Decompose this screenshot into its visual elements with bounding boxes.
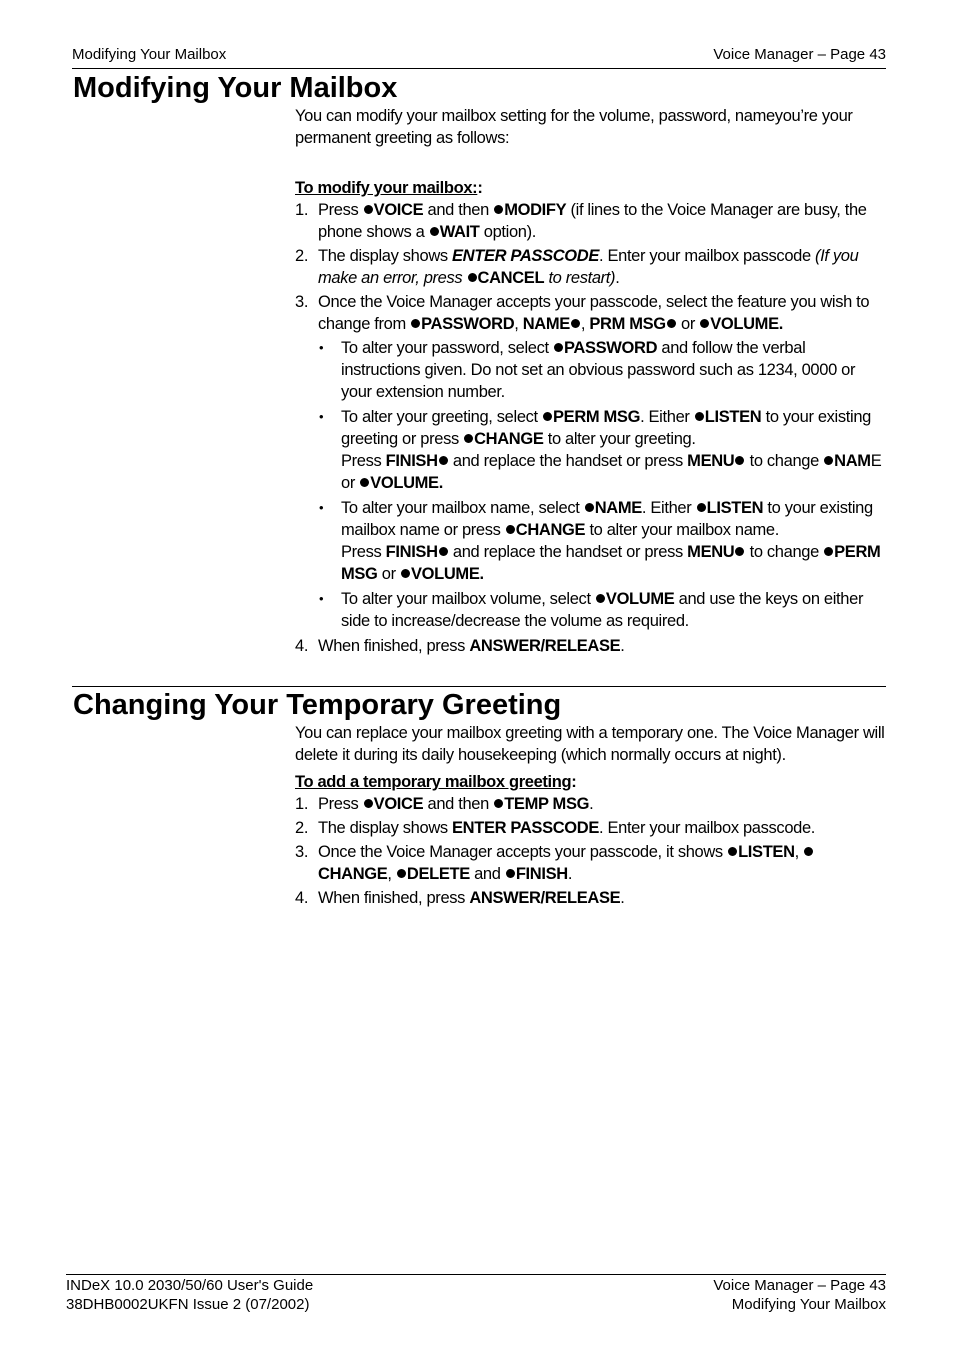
button-dot-icon <box>728 847 737 856</box>
list-item: 2. The display shows ENTER PASSCODE. Enter your mailbox passcode. <box>295 819 816 837</box>
list-item: 4. When finished, press ANSWER/RELEASE. <box>295 889 625 907</box>
button-dot-icon <box>824 547 833 556</box>
list-item: 3. Once the Voice Manager accepts your passcode, select the feature you wish to change from PASSWORD, NAME , PRM MSG or VOLUME. • To alter your password, select PASSWORD and follow the verbal instructions given. Do not set an obvious password such as 1234, 0000 or your extension number. • To alter your greeting, select PERM MSG. Either LISTEN to your existing greeting or press CHANGE to alter your greeting. Press FINISH and replace the handset or press MENU to change NAME or VOLUME. • To alter your mailbox name, select NAME. Either LISTEN to your existing mailbox name or press CHANGE to alter your mailbox name. Press FINISH and replace the handset or press MENU to change PERM MSG or VOLUME. • To alter your mailbox volume, select VOLUME and use the keys on either side to increase/decrease the volume as required. <box>295 291 887 632</box>
button-dot-icon <box>571 319 580 328</box>
footer-left: INDeX 10.0 2030/50/60 User's Guide 38DHB0002UKFN Issue 2 (07/2002) <box>66 1277 314 1313</box>
button-dot-icon <box>397 869 406 878</box>
footer-right: Voice Manager – Page 43 Modifying Your Mailbox <box>713 1277 886 1313</box>
button-dot-icon <box>804 847 813 856</box>
button-dot-icon <box>468 273 477 282</box>
button-dot-icon <box>824 456 833 465</box>
section1-subheading: To modify your mailbox:: <box>295 179 483 197</box>
button-dot-icon <box>439 456 448 465</box>
button-dot-icon <box>667 319 676 328</box>
button-dot-icon <box>585 503 594 512</box>
button-dot-icon <box>364 799 373 808</box>
modify-steps-list <box>295 199 887 657</box>
feature-bullets <box>318 337 887 632</box>
button-dot-icon <box>401 569 410 578</box>
button-dot-icon <box>697 503 706 512</box>
list-item: 3. Once the Voice Manager accepts your passcode, it shows LISTEN, CHANGE, DELETE and FINISH. <box>295 841 887 885</box>
temp-greeting-steps-list <box>295 793 887 909</box>
button-dot-icon <box>430 227 439 236</box>
button-dot-icon <box>700 319 709 328</box>
button-dot-icon <box>506 869 515 878</box>
list-item: • To alter your password, select PASSWORD and follow the verbal instructions given. Do not set an obvious password such as 1234, 0000 or your extension number. <box>319 339 856 401</box>
page-footer <box>66 1274 886 1313</box>
button-dot-icon <box>464 434 473 443</box>
button-dot-icon <box>360 478 369 487</box>
button-dot-icon <box>506 525 515 534</box>
section2-subheading: To add a temporary mailbox greeting: <box>295 773 577 791</box>
section-title-modifying-mailbox: Modifying Your Mailbox <box>73 72 398 104</box>
section-title-temporary-greeting: Changing Your Temporary Greeting <box>73 689 562 721</box>
button-dot-icon <box>411 319 420 328</box>
button-dot-icon <box>554 343 563 352</box>
list-item: 1. Press VOICE and then TEMP MSG. <box>295 795 594 813</box>
page-header <box>72 44 886 69</box>
list-item: • To alter your greeting, select PERM MSG. Either LISTEN to your existing greeting or press CHANGE to alter your greeting. Press FINISH and replace the handset or press MENU to change NAME or VOLUME. <box>319 408 882 492</box>
button-dot-icon <box>695 412 704 421</box>
section2-intro: You can replace your mailbox greeting with a temporary one. The Voice Manager will delete it during its daily housekeeping (which normally occurs at night). <box>295 724 885 764</box>
button-dot-icon <box>543 412 552 421</box>
header-left: Modifying Your Mailbox <box>72 46 227 63</box>
button-dot-icon <box>494 799 503 808</box>
list-item: • To alter your mailbox name, select NAME. Either LISTEN to your existing mailbox name or press CHANGE to alter your mailbox name. Press FINISH and replace the handset or press MENU to change PERM MSG or VOLUME. <box>319 499 881 583</box>
section1-intro: You can modify your mailbox setting for the volume, password, nameyou’re your permanent greeting as follows: <box>295 107 853 147</box>
button-dot-icon <box>364 205 373 214</box>
button-dot-icon <box>735 547 744 556</box>
button-dot-icon <box>596 594 605 603</box>
list-item: 1. Press VOICE and then MODIFY (if lines to the Voice Manager are busy, the phone shows a WAIT option). <box>295 201 867 241</box>
list-item: • To alter your mailbox volume, select VOLUME and use the keys on either side to increase/decrease the volume as required. <box>319 590 864 630</box>
button-dot-icon <box>439 547 448 556</box>
list-item: 2. The display shows ENTER PASSCODE. Enter your mailbox passcode (If you make an error, press CANCEL to restart). <box>295 247 859 287</box>
section-temporary-greeting-body <box>295 722 887 911</box>
section-modifying-mailbox-body <box>295 105 887 659</box>
button-dot-icon <box>494 205 503 214</box>
button-dot-icon <box>735 456 744 465</box>
list-item: 4. When finished, press ANSWER/RELEASE. <box>295 637 625 655</box>
header-right: Voice Manager – Page 43 <box>713 46 886 63</box>
